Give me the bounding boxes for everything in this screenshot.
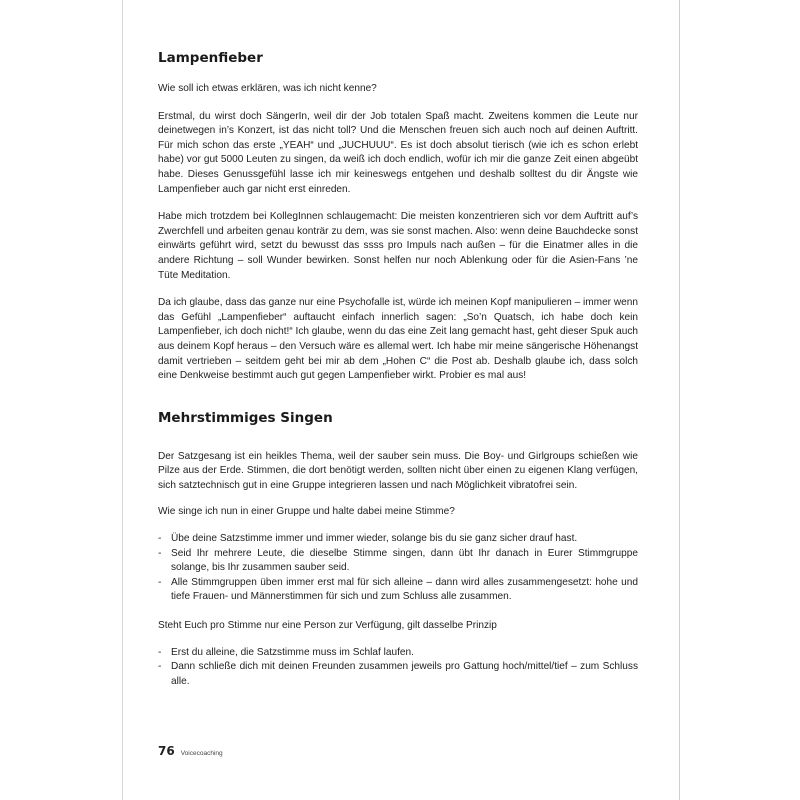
bullet-dash: - — [158, 576, 162, 588]
practice-list — [158, 532, 638, 605]
bullet-dash: - — [158, 547, 162, 559]
bullet-dash: - — [158, 533, 162, 545]
page-content — [158, 50, 638, 689]
book-page — [122, 0, 680, 800]
page-number: 76 — [158, 744, 175, 758]
list-item: - Übe deine Satzstimme immer und immer wieder, solange bis du sie ganz sicher drauf hast. — [158, 532, 638, 547]
bullet-dash: - — [158, 661, 162, 673]
heading-lampenfieber: Lampenfieber — [158, 50, 263, 66]
heading-mehrstimmiges-singen: Mehrstimmiges Singen — [158, 409, 333, 426]
page-footer — [158, 744, 223, 758]
body-paragraph-3: Da ich glaube, dass das ganze nur eine Psychofalle ist, würde ich meinen Kopf manipulieren – immer wenn das Gefühl „Lampenfieber“ auftaucht einfach innerlich sagen: „So’n Quatsch, ich habe doch kein Lampenfieber, ich doch nicht!“ Ich glaube, wenn du das eine Zeit lang gemacht hast, geht dieser Spuk auch aus deinem Kopf heraus – den Versuch wäre es allemal wert. Ich habe mir meine sängerische Höhenangst damit vertrieben – seitdem geht bei mir ab dem „Hohen C“ die Post ab. Deshalb glaube ich, dass solch eine Denkweise bestimmt auch gut gegen Lampenfieber wirkt. Probier es mal aus! — [158, 297, 638, 382]
body-paragraph-1: Erstmal, du wirst doch SängerIn, weil dir der Job totalen Spaß macht. Zweitens kommen die Leute nur deinetwegen in’s Konzert, ist das nicht toll? Und die Menschen freuen sich auch noch auf deinen Auftritt. Für mich schon das erste „YEAH“ und „JUCHUUU“. Es ist doch absolut tierisch (wie ich es schon erlebt habe) vor gut 5000 Leuten zu singen, da weiß ich doch endlich, wofür ich mir die ganze Zeit einen abgeübt habe. Dieses Genussgefühl lasse ich mir keineswegs entgehen und deshalb solltest du dir Ängste wie Lampenfieber auch gar nicht erst einreden. — [158, 110, 638, 195]
running-title: Voicecoaching — [180, 750, 223, 757]
list-item: - Dann schließe dich mit deinen Freunden zusammen jeweils pro Gattung hoch/mittel/tief – zum Schluss alle. — [158, 661, 638, 687]
question-paragraph: Wie soll ich etwas erklären, was ich nicht kenne? — [158, 83, 377, 94]
single-person-list — [158, 646, 638, 690]
question-paragraph-2: Wie singe ich nun in einer Gruppe und halte dabei meine Stimme? — [158, 506, 455, 518]
list-item: - Seid Ihr mehrere Leute, die dieselbe Stimme singen, dann übt Ihr danach in Eurer Stimmgruppe solange, bis Ihr zusammen sauber seid. — [158, 547, 638, 574]
single-person-paragraph: Steht Euch pro Stimme nur eine Person zur Verfügung, gilt dasselbe Prinzip — [158, 620, 497, 632]
intro-paragraph: Der Satzgesang ist ein heikles Thema, weil der sauber sein muss. Die Boy- und Girlgroups schießen wie Pilze aus der Erde. Stimmen, die dort benötigt werden, sollten nicht über einen zu eigenen Klang verfügen, sich satztechnisch gut in eine Gruppe integrieren lassen und nach Möglichkeit vibratofrei sein. — [158, 450, 638, 491]
list-item: - Alle Stimmgruppen üben immer erst mal für sich alleine – dann wird alles zusammengesetzt: hohe und tiefe Frauen- und Männerstimmen für sich und zum Schluss alle zusammen. — [158, 576, 638, 603]
bullet-dash: - — [158, 646, 162, 658]
list-item: - Erst du alleine, die Satzstimme muss im Schlaf laufen. — [158, 646, 638, 661]
body-paragraph-2: Habe mich trotzdem bei KollegInnen schlaugemacht: Die meisten konzentrieren sich vor dem Auftritt auf’s Zwerchfell und arbeiten genau konträr zu dem, was sie sonst machen. Also: wenn deine Bauchdecke sonst einwärts geführt wird, setzt du bewusst das ssss pro Impuls nach außen – für die Einatmer alles in die andere Richtung – soll Wunder bewirken. Sonst helfen nur noch Ablenkung oder für die Asien-Fans ’ne Tüte Meditation. — [158, 211, 638, 281]
